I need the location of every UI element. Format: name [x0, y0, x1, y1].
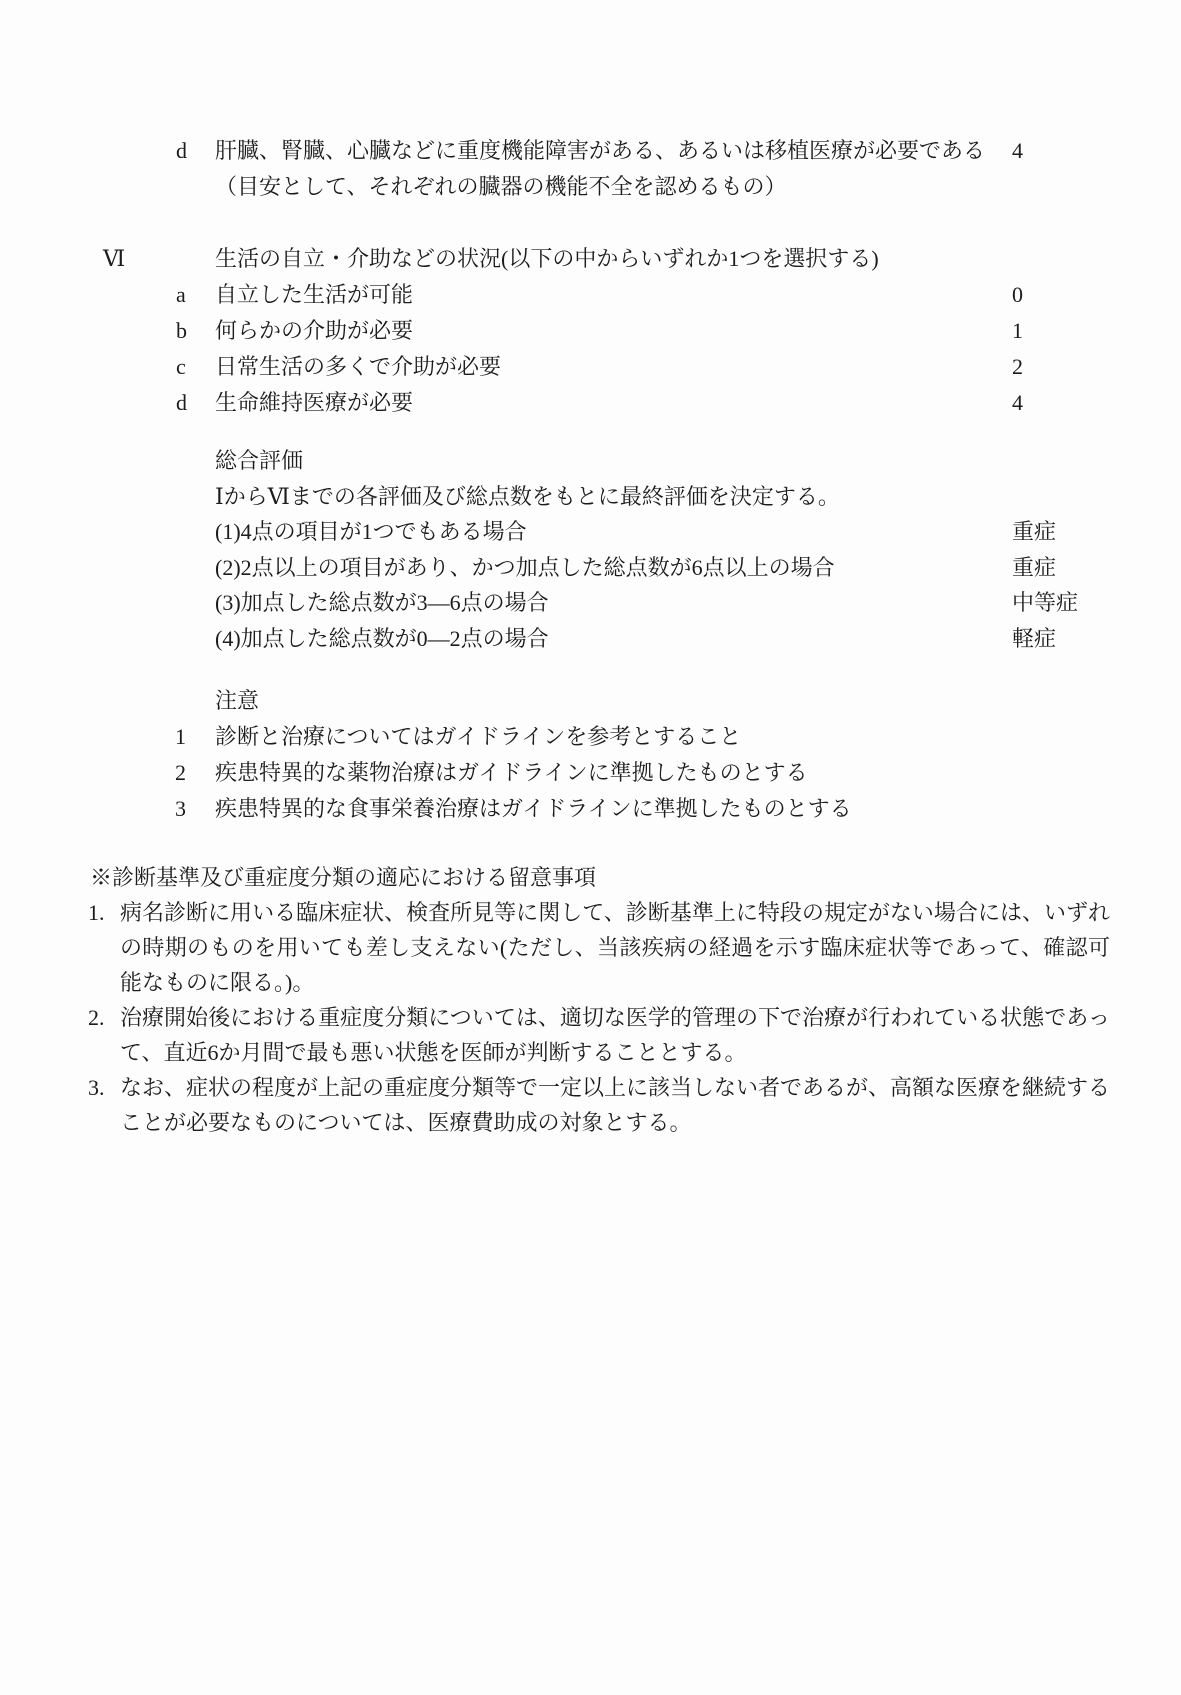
rule-result: 重症	[1012, 519, 1057, 544]
remark-text: なお、症状の程度が上記の重症度分類等で一定以上に該当しない者であるが、高額な医療を継続することが必要なものについては、医療費助成の対象とする。	[120, 1075, 1111, 1135]
criterion-text: 肝臓、腎臓、心臓などに重度機能障害がある、あるいは移植医療が必要である	[215, 138, 986, 163]
remark-text: 治療開始後における重症度分類については、適切な医学的管理の下で治療が行われている状態であって、直近6か月間で最も悪い状態を医師が判断することとする。	[120, 1005, 1110, 1065]
criterion-row-a	[0, 282, 1181, 308]
section-vi-heading-row	[0, 246, 1181, 272]
caution-number: 1	[175, 724, 186, 749]
cautions-heading-row	[0, 688, 1181, 714]
criterion-note: （目安として、それぞれの臓器の機能不全を認めるもの）	[215, 174, 787, 199]
criterion-score: 4	[1012, 138, 1023, 163]
remark-number: 2.	[88, 1005, 105, 1030]
remarks-heading: ※診断基準及び重症度分類の適応における留意事項	[90, 865, 597, 890]
caution-number: 2	[175, 760, 186, 785]
criterion-score: 4	[1012, 390, 1023, 415]
remark-item-1	[88, 895, 1110, 1000]
criterion-row-d	[0, 390, 1181, 416]
criterion-score: 1	[1012, 318, 1023, 343]
criterion-row-d-organ	[0, 138, 1181, 164]
rule-result: 中等症	[1012, 590, 1079, 615]
evaluation-rule-1	[0, 519, 1181, 545]
rule-condition: (4)加点した総点数が0—2点の場合	[215, 626, 549, 651]
criterion-text: 生命維持医療が必要	[215, 390, 414, 415]
caution-row-1	[0, 724, 1181, 750]
caution-text: 疾患特異的な食事栄養治療はガイドラインに準拠したものとする	[215, 796, 852, 821]
criterion-text: 日常生活の多くで介助が必要	[215, 354, 502, 379]
criterion-score: 0	[1012, 282, 1023, 307]
remark-text: 病名診断に用いる臨床症状、検査所見等に関して、診断基準上に特段の規定がない場合には、いずれの時期のものを用いても差し支えない(ただし、当該疾病の経過を示す臨床症状等であって、確認可能なものに限る。)。	[120, 900, 1110, 995]
overall-evaluation-intro: ⅠからⅥまでの各評価及び総点数をもとに最終評価を決定する。	[215, 484, 840, 509]
overall-evaluation-intro-row	[0, 484, 1181, 510]
criterion-letter: b	[176, 318, 187, 343]
caution-number: 3	[175, 796, 186, 821]
criterion-row-c	[0, 354, 1181, 380]
remarks-list	[88, 895, 1110, 1140]
rule-condition: (3)加点した総点数が3—6点の場合	[215, 590, 549, 615]
caution-text: 疾患特異的な薬物治療はガイドラインに準拠したものとする	[215, 760, 808, 785]
rule-condition: (2)2点以上の項目があり、かつ加点した総点数が6点以上の場合	[215, 555, 835, 580]
criterion-score: 2	[1012, 354, 1023, 379]
criterion-text: 何らかの介助が必要	[215, 318, 414, 343]
criterion-letter: c	[176, 354, 186, 379]
caution-row-2	[0, 760, 1181, 786]
criterion-row-b	[0, 318, 1181, 344]
evaluation-rule-4	[0, 626, 1181, 652]
caution-row-3	[0, 796, 1181, 822]
criterion-note-row	[0, 174, 1181, 200]
overall-evaluation-heading-row	[0, 448, 1181, 474]
criterion-letter: d	[176, 390, 187, 415]
caution-text: 診断と治療についてはガイドラインを参考とすること	[215, 724, 742, 749]
remark-item-2	[88, 1000, 1110, 1070]
criterion-text: 自立した生活が可能	[215, 282, 414, 307]
remark-number: 3.	[88, 1075, 105, 1100]
evaluation-rule-2	[0, 555, 1181, 581]
rule-result: 重症	[1012, 555, 1057, 580]
remark-item-3	[88, 1070, 1110, 1140]
rule-condition: (1)4点の項目が1つでもある場合	[215, 519, 527, 544]
evaluation-rule-3	[0, 590, 1181, 616]
section-numeral: Ⅵ	[103, 246, 126, 271]
remark-number: 1.	[88, 900, 105, 925]
section-title: 生活の自立・介助などの状況(以下の中からいずれか1つを選択する)	[215, 246, 879, 271]
cautions-heading: 注意	[215, 688, 260, 713]
overall-evaluation-heading: 総合評価	[215, 448, 304, 473]
rule-result: 軽症	[1012, 626, 1057, 651]
criterion-letter: a	[176, 282, 186, 307]
criterion-letter: d	[176, 138, 187, 163]
